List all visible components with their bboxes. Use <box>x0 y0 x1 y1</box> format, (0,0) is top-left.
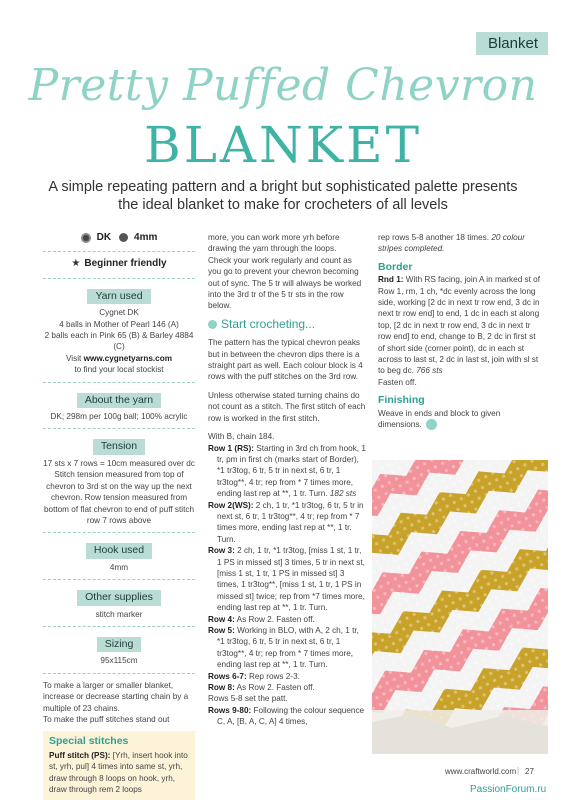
about-text: DK; 298m per 100g ball; 100% acrylic <box>50 412 188 422</box>
row-label: Row 5: <box>208 626 235 635</box>
supplies-text: stitch marker <box>95 609 143 619</box>
supplies-heading: Other supplies <box>77 590 161 605</box>
row-label: Row 3: <box>208 546 235 556</box>
cont-italic: 20 colour stripes completed. <box>378 233 526 254</box>
finishing-text <box>378 408 544 431</box>
row-item <box>208 671 366 682</box>
star-icon: ★ <box>71 258 81 270</box>
yarn-visit <box>43 353 195 364</box>
row-text: Starting in 3rd ch from hook, 1 tr, pm in first ch (marks start of Border), *1 tr3tog, 6 tr, 5 tr in next st, 6 tr, 1 tr3tog**, 4 tr; rep from * 7 times more, ending last rep at **, 1 tr. Turn. <box>217 443 366 499</box>
special-def: [Yrh, insert hook into st, yrh, pul] 4 times into same st, yrh, draw through 8 loops on hook, yrh, draw through rem 2 loops <box>49 750 188 794</box>
pattern-note: Unless otherwise stated turning chains do not count as a stitch. The first stitch of each row is worked in the first stitch. <box>208 390 366 423</box>
footer-separator: | <box>517 766 520 775</box>
divider <box>43 532 195 533</box>
watermark: PassionForum.ru <box>470 784 547 795</box>
visit-label: Visit <box>65 353 84 363</box>
border-heading: Border <box>378 260 413 273</box>
row-text: 2 ch, 1 tr, *1 tr3tog, 6 tr, 5 tr in next st, 6 tr, 1 tr3tog**, 4 tr; rep from * 7 times more, ending last rep at **, 1 tr. Turn. <box>217 500 364 544</box>
yarn-line: 2 balls each in Pink 65 (B) & Barley 4884 (C) <box>44 331 194 352</box>
title-script: Pretty Puffed Chevron <box>28 60 538 111</box>
special-text <box>49 750 189 796</box>
row-item <box>208 705 366 728</box>
check-text: Check your work regularly and count as you go to prevent your chevron becoming out of sync. The 5 tr will always be worked into the 3rd tr of the 5 tr sts in the row below. <box>208 255 362 311</box>
yarn-ball-icon <box>426 419 437 430</box>
row-text: Rep rows 2-3. <box>246 671 300 681</box>
yarn-local: to find your local stockist <box>74 365 164 375</box>
tension-text: 17 sts x 7 rows = 10cm measured over dc Stitch tension measured from top of chevron to 3rd st on the way up the next chevron. Row tension measured from bottom of flat chevron to end of puff stitch row 7 rows above <box>43 458 195 525</box>
round-text: With RS facing, join A in marked st of Row 1, rm, 1 ch, *dc evenly across the long side, working [2 dc in next tr row end, 3 dc in next tr row end] to end, 1 dc in each st along top, [2 dc in next tr row end, 3 dc in next tr row end] to end, change to B, 2 dc in first st of short side (corner point), dc in each st across to last st, 2 dc in last st, join with sl st to beg dc. <box>378 275 540 376</box>
row-label: Row 1 (RS): <box>208 443 254 453</box>
row-text: As Row 2. Fasten off. <box>234 683 315 693</box>
row-label: Row 4: <box>208 614 235 624</box>
page-title: BLANKET <box>143 116 422 174</box>
divider <box>43 278 195 279</box>
row-item <box>208 443 366 500</box>
puff-note: To make the puff stitches stand out <box>43 714 170 724</box>
row-label: Row 2(WS): <box>208 500 254 510</box>
set-text: Rows 5-8 set the patt. <box>208 694 288 704</box>
border-round <box>378 274 544 377</box>
yarn-line: Cygnet DK <box>99 308 139 318</box>
chain-text: With B, chain 184. <box>208 432 275 442</box>
row-text: Following the colour sequence C, A, [B, A, C, A] 4 times, <box>217 705 365 727</box>
row-item <box>208 500 366 546</box>
finishing-body: Weave in ends and block to given dimensions. <box>378 408 501 430</box>
pattern-column-2 <box>208 232 366 728</box>
fasten-text: Fasten off. <box>378 377 417 387</box>
row-label: Rows 9-80: <box>208 705 252 715</box>
tension-section <box>43 435 195 526</box>
weight-hook-badges <box>43 232 195 243</box>
round-count: 766 sts <box>416 366 443 376</box>
hook-heading: Hook used <box>86 543 152 558</box>
special-heading: Special stitches <box>49 735 129 748</box>
level-badge <box>43 258 195 269</box>
about-section <box>43 389 195 423</box>
skill-level: Beginner friendly <box>84 258 167 270</box>
hook-text: 4mm <box>109 562 129 572</box>
pattern-intro: The pattern has the typical chevron peaks but in between the chevron dips there is a straight part as well. Each colour block is 4 rows with the puff stitches on the 3rd row. <box>208 338 363 382</box>
supplies-section <box>43 586 195 620</box>
cont-text: rep rows 5-8 another 18 times. <box>378 233 492 242</box>
size-note: To make a larger or smaller blanket, increase or decrease starting chain by a multiple of 23 chains. <box>43 680 189 713</box>
blanket-illustration <box>372 460 548 754</box>
about-heading: About the yarn <box>77 393 161 408</box>
row-item <box>208 625 366 671</box>
sizing-heading: Sizing <box>97 637 142 652</box>
sizing-section <box>43 633 195 667</box>
divider <box>43 579 195 580</box>
row-text: As Row 2. Fasten off. <box>234 614 315 624</box>
yarn-section <box>43 285 195 376</box>
divider <box>43 428 195 429</box>
yarn-url[interactable]: www.cygnetyarns.com <box>83 353 173 363</box>
intro-text: A simple repeating pattern and a bright but sophisticated palette presents the ideal blanket to make for crocheters of all levels <box>48 179 518 213</box>
tension-heading: Tension <box>93 439 145 454</box>
row-count: 182 sts <box>329 489 357 499</box>
divider <box>43 626 195 627</box>
row-item <box>208 614 366 625</box>
start-heading-label: Start crocheting... <box>221 316 316 331</box>
divider <box>43 251 195 252</box>
row-text: 2 ch, 1 tr, *1 tr3tog, [miss 1 st, 1 tr, 1 PS in missed st] 3 times, 5 tr in next st, [miss 1 st, 1 tr, 1 PS in missed st] 3 times, 1 tr3tog**, [miss 1 st, 1 tr, 1 PS in missed st] twice; rep from *7 times more, ending last rep at **, 1 tr. Turn. <box>217 546 365 613</box>
row-text: Working in BLO, with A, 2 ch, 1 tr, *1 tr3tog, 6 tr, 5 tr in next st, 6 tr, 1 tr3tog**, 4 tr; rep from * 7 times more, ending last rep at **, 1 tr. Turn. <box>217 626 359 670</box>
hook-icon <box>119 233 128 242</box>
hook-size: 4mm <box>134 232 158 243</box>
info-column <box>43 232 195 800</box>
blanket-photo <box>372 460 548 754</box>
continued-text <box>378 232 544 255</box>
special-stitches-box <box>43 731 195 800</box>
row-label: Row 8: <box>208 683 235 693</box>
yarn-line: 4 balls in Mother of Pearl 146 (A) <box>59 319 179 329</box>
page-number: 27 <box>525 767 534 776</box>
divider <box>43 382 195 383</box>
pattern-column-3 <box>378 232 544 438</box>
bullet-icon <box>208 320 217 329</box>
start-heading <box>208 316 366 331</box>
rows-list <box>208 443 366 728</box>
special-term: Puff stitch (PS): <box>49 750 111 760</box>
row-item <box>208 545 366 613</box>
continued-text: more, you can work more yrh before drawing the yarn through the loops. <box>208 233 340 254</box>
hook-section <box>43 539 195 573</box>
yarn-heading: Yarn used <box>87 289 150 304</box>
row-item <box>208 682 366 693</box>
footer-url[interactable]: www.craftworld.com <box>445 767 517 776</box>
round-label: Rnd 1: <box>378 275 404 285</box>
section-tag: Blanket <box>476 32 548 55</box>
yarn-ball-icon <box>81 233 91 243</box>
row-label: Rows 6-7: <box>208 671 247 681</box>
divider <box>43 673 195 674</box>
finishing-heading: Finishing <box>378 394 425 407</box>
yarn-weight: DK <box>96 232 112 243</box>
sizing-text: 95x115cm <box>100 656 138 666</box>
